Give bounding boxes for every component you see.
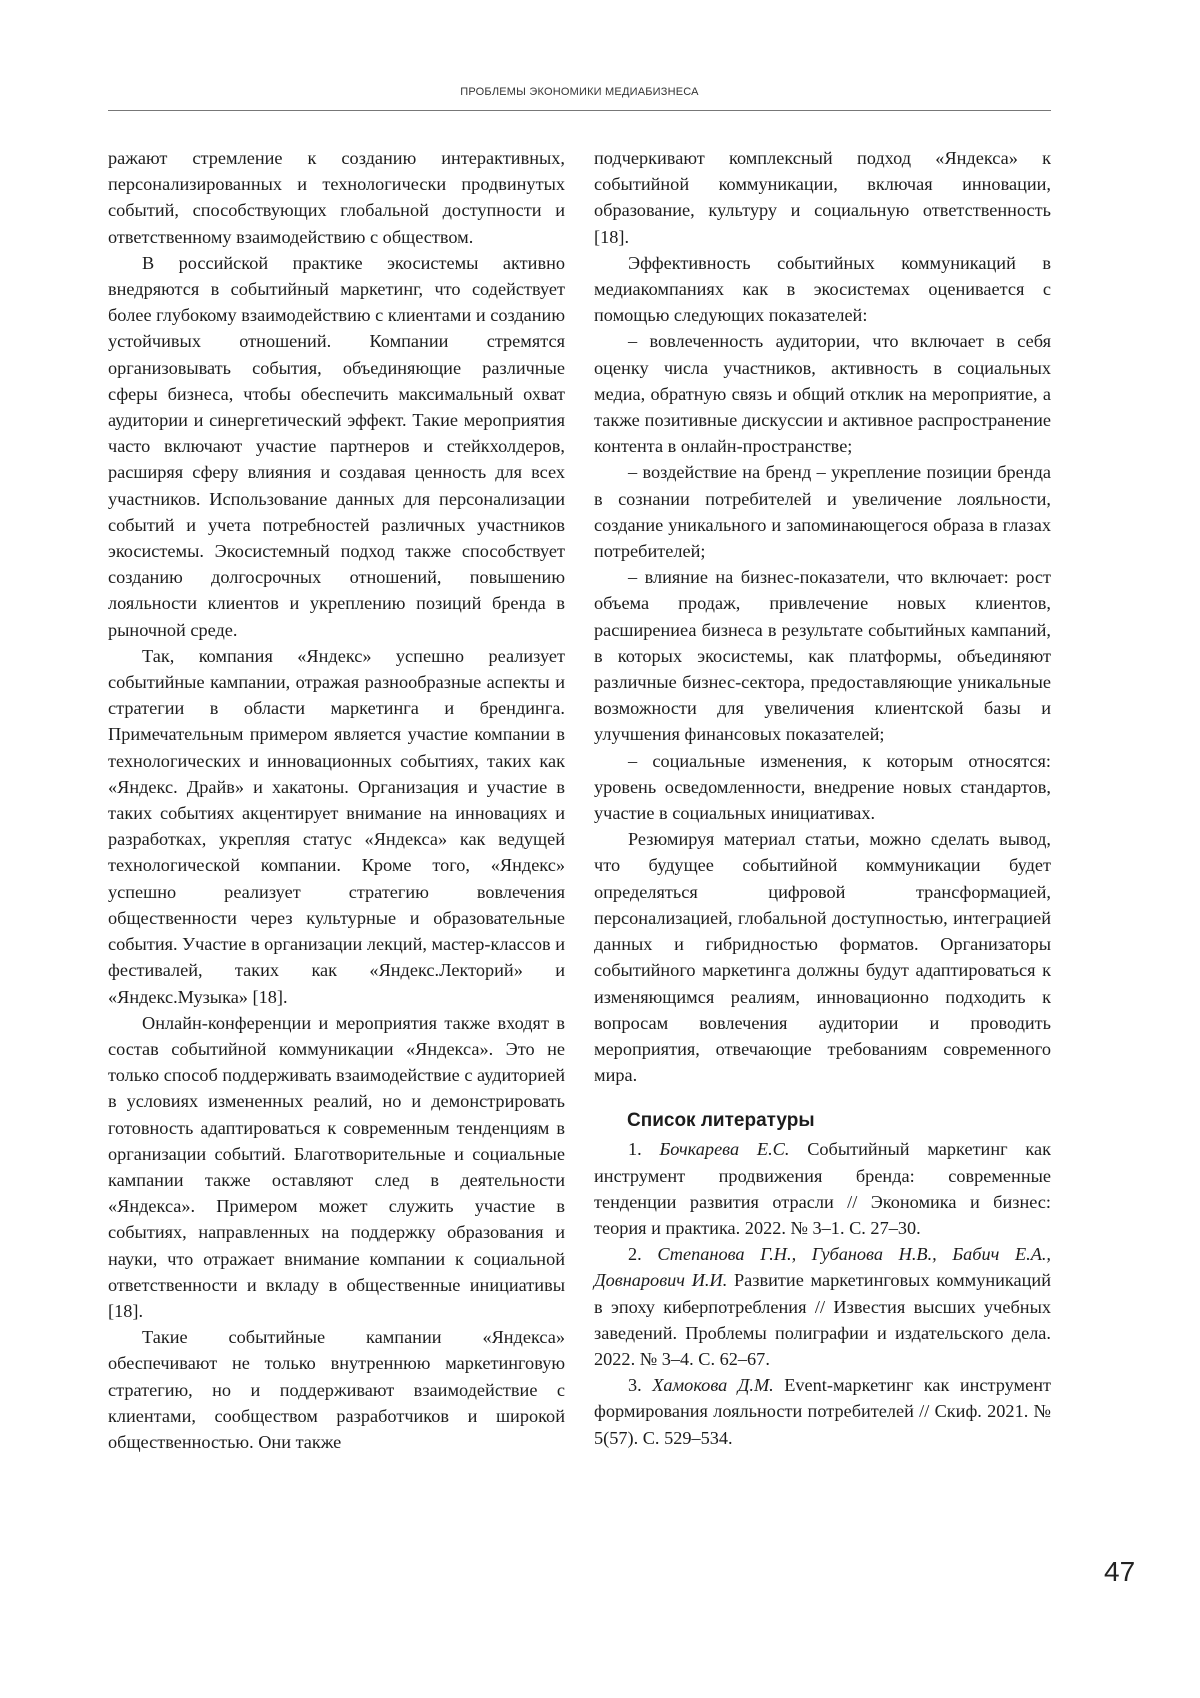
list-item: – воздействие на бренд – укрепление позиции бренда в сознании потребителей и увеличение лояльности, создание уникального и запоминающегося образа в глазах потребителей;: [594, 462, 1051, 562]
paragraph: Онлайн-конференции и мероприятия также входят в состав событийной коммуникации «Яндекса». Это не только способ поддерживать взаимодействие с аудиторией в условиях измененных реалий, но и демонстрировать готовность адаптироваться к современным тенденциям в организации событий. Благотворительные и социальные кампании также оставляют след в деятельности «Яндекса». Примером может служить участие в событиях, направленных на поддержку образования и науки, что отражает внимание компании к социальной ответственности и вкладу в общественные инициативы [18].: [108, 1012, 565, 1321]
right-column: [594, 145, 1051, 1451]
reference-item: [594, 1136, 1051, 1241]
paragraph: В российской практике экосистемы активно внедряются в событийный маркетинг, что содействует более глубокому взаимодействию с клиентами и созданию устойчивых отношений. Компании стремятся организовывать события, объединяющие различные сферы бизнеса, чтобы обеспечить максимальный охват аудитории и синергетический эффект. Такие мероприятия часто включают участие партнеров и стейкхолдеров, расширяя сферу влияния и создавая ценность для всех участников. Использование данных для персонализации событий и учета потребностей различных участников экосистемы. Экосистемный подход также способствует созданию долгосрочных отношений, повышению лояльности клиентов и укреплению позиций бренда в рыночной среде.: [108, 252, 565, 640]
reference-item: [594, 1241, 1051, 1372]
reference-text: Событийный маркетинг как инструмент продвижения бренда: современные тенденции развития отрасли // Экономика и бизнес: теория и практика. 2022. № 3–1. С. 27–30.: [594, 1139, 1052, 1238]
header-rule: [108, 110, 1051, 111]
page-number: 47: [1104, 1556, 1136, 1587]
paragraph: Такие событийные кампании «Яндекса» обеспечивают не только внутреннюю маркетинговую стратегию, но и поддерживают взаимодействие с клиентами, сообществом разработчиков и широкой общественностью. Они также: [108, 1327, 565, 1452]
reference-text: Развитие маркетинговых коммуникаций в эпоху киберпотребления // Известия высших учебных заведений. Проблемы полиграфии и издательского дела. 2022. № 3–4. С. 62–67.: [594, 1270, 1051, 1369]
paragraph: подчеркивают комплексный подход «Яндекса» к событийной коммуникации, включая инновации, образование, культуру и социальную ответственность [18].: [594, 148, 1051, 247]
reference-number: 2.: [628, 1244, 642, 1265]
reference-text: Event-маркетинг как инструмент формирования лояльности потребителей // Скиф. 2021. № 5(57). С. 529–534.: [594, 1375, 1051, 1448]
left-column: [108, 145, 565, 1455]
paragraph: ражают стремление к созданию интерактивных, персонализированных и технологически продвинутых событий, способствующих глобальной доступности и ответственному взаимодействию с обществом.: [108, 148, 565, 247]
reference-item: [594, 1372, 1051, 1451]
running-title: ПРОБЛЕМЫ ЭКОНОМИКИ МЕДИАБИЗНЕСА: [460, 86, 699, 98]
reference-authors: Степанова Г.Н., Губанова Н.В., Бабич Е.А., Довнарович И.И.: [594, 1244, 1051, 1291]
paragraph: Резюмируя материал статьи, можно сделать вывод, что будущее событийной коммуникации будет определяться цифровой трансформацией, персонализацией, глобальной доступностью, интеграцией данных и гибридностью форматов. Организаторы событийного маркетинга должны будут адаптироваться к изменяющимся реалиям, инновационно подходить к вопросам вовлечения аудитории и проводить мероприятия, отвечающие требованиям современного мира.: [594, 829, 1051, 1086]
list-item: – социальные изменения, к которым относятся: уровень осведомленности, внедрение новых стандартов, участие в социальных инициативах.: [594, 750, 1051, 824]
list-item: – вовлеченность аудитории, что включает в себя оценку числа участников, активность в социальных медиа, обратную связь и общий отклик на мероприятие, а также позитивные дискуссии и активное распространение контента в онлайн-пространстве;: [594, 331, 1051, 457]
paragraph: Так, компания «Яндекс» успешно реализует событийные кампании, отражая разнообразные аспекты и стратегии в области маркетинга и брендинга. Примечательным примером является участие компании в технологических и инновационных событиях, таких как «Яндекс. Драйв» и хакатоны. Организация и участие в таких событиях акцентирует внимание на инновациях и разработках, укрепляя статус «Яндекса» как ведущей технологической компании. Кроме того, «Яндекс» успешно реализует стратегию вовлечения общественности через культурные и образовательные события. Участие в организации лекций, мастер-классов и фестивалей, таких как «Яндекс.Лекторий» и «Яндекс.Музыка» [18].: [108, 645, 565, 1007]
list-item: – влияние на бизнес-показатели, что включает: рост объема продаж, привлечение новых клиентов, расширениеа бизнеса в результате событийных кампаний, в которых экосистемы, как платформы, объединяют различные бизнес-сектора, предоставляющие уникальные возможности для увеличения клиентской базы и улучшения финансовых показателей;: [594, 567, 1051, 745]
paragraph: Эффективность событийных коммуникаций в медиакомпаниях как в экосистемах оценивается с помощью следующих показателей:: [594, 252, 1051, 326]
references-heading: Список литературы: [627, 1110, 815, 1132]
reference-authors: Бочкарева Е.С.: [659, 1139, 790, 1160]
reference-authors: Хамокова Д.М.: [652, 1375, 774, 1396]
reference-number: 1.: [628, 1139, 642, 1160]
reference-number: 3.: [628, 1375, 642, 1396]
